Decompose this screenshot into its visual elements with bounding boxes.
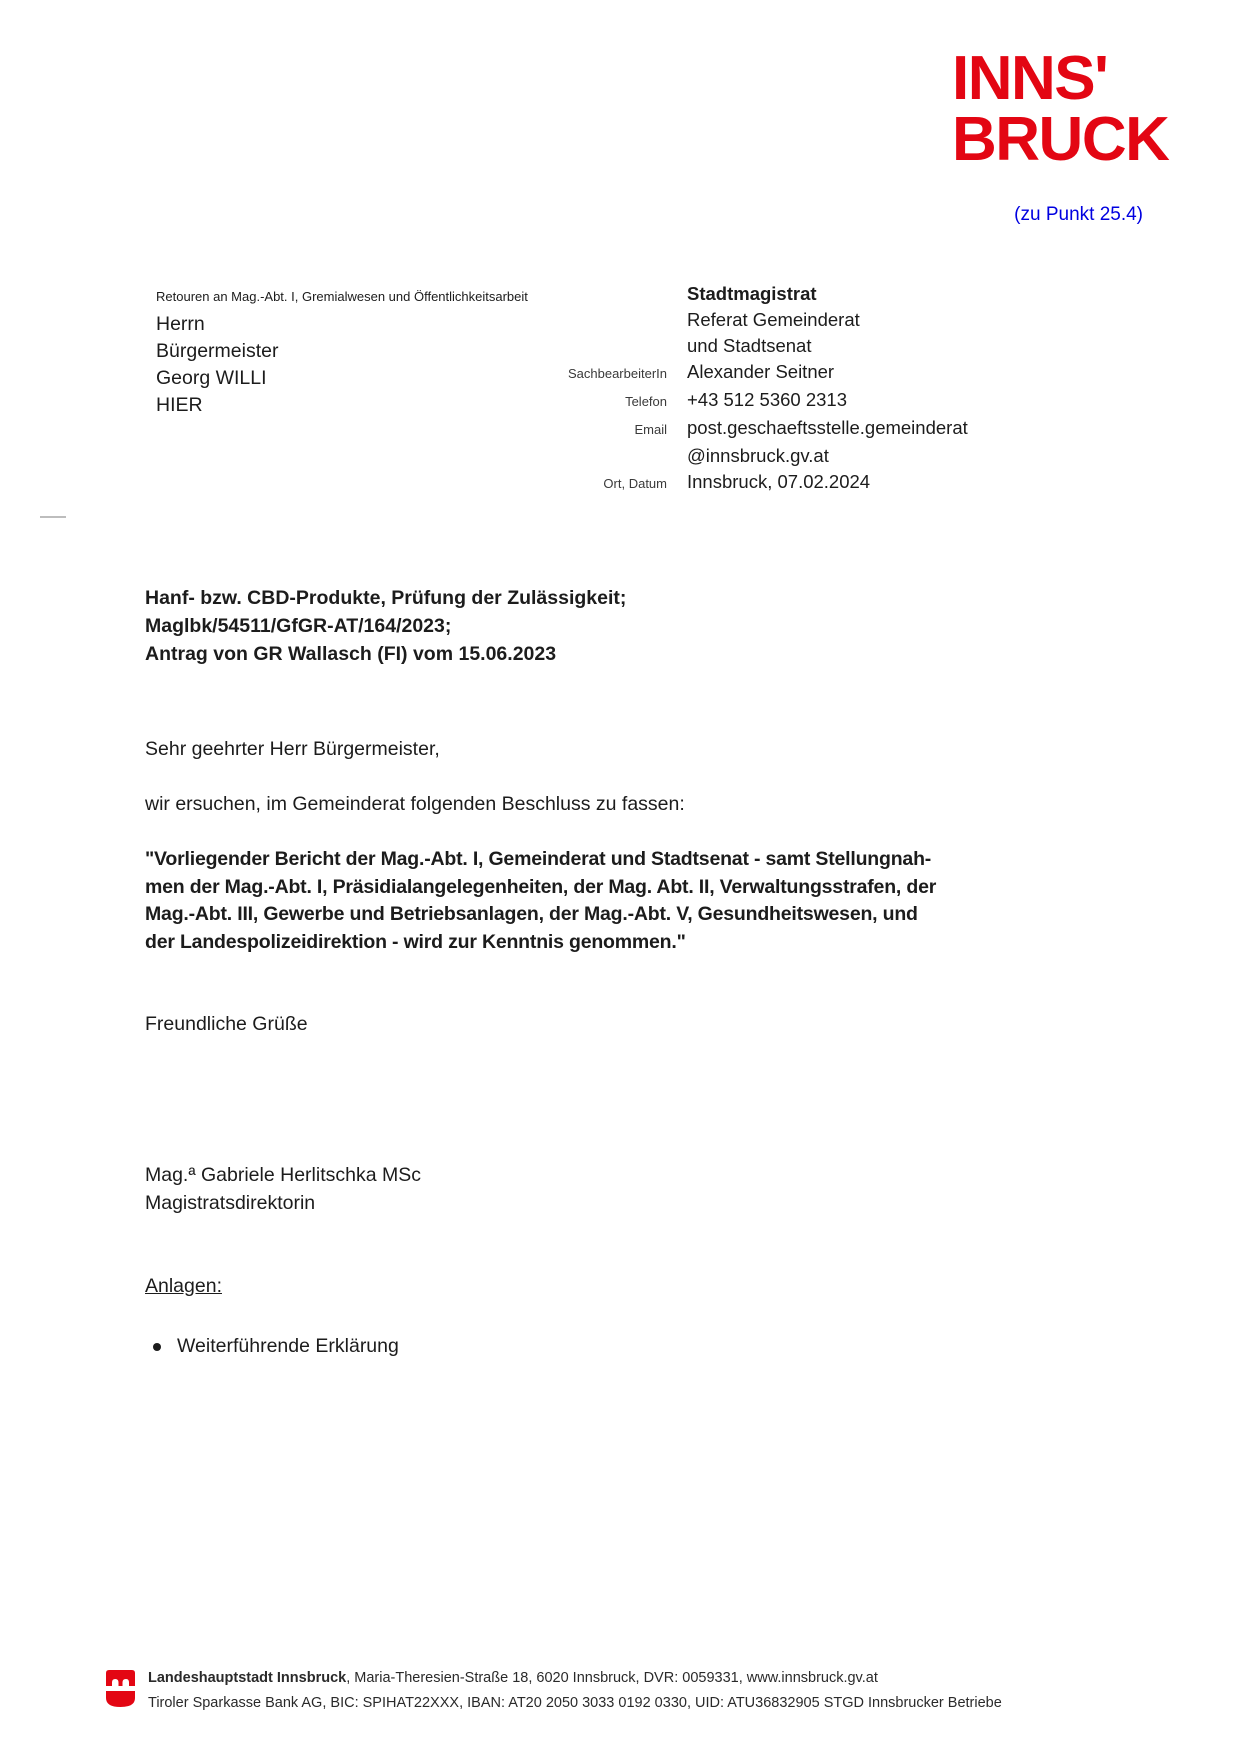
footer-address: , Maria-Theresien-Straße 18, 6020 Innsbruck, DVR: 0059331, www.innsbruck.gv.at	[346, 1670, 878, 1686]
contact-value-ort-datum: Innsbruck, 07.02.2024	[687, 471, 871, 492]
innsbruck-logo	[952, 44, 1169, 174]
sender-info-block	[430, 281, 968, 497]
contact-value-email-domain: @innsbruck.gv.at	[687, 445, 829, 466]
contact-label-sachbearbeiterin: SachbearbeiterIn	[567, 366, 667, 381]
footer	[106, 1666, 1002, 1716]
closing-text: Freundliche Grüße	[145, 1013, 308, 1035]
attachment-list-item	[153, 1335, 399, 1358]
subject-line-3: Antrag von GR Wallasch (FI) vom 15.06.2023	[145, 643, 557, 665]
recipient-line: Georg WILLI	[156, 367, 267, 389]
recipient-line: Herrn	[156, 313, 205, 335]
contact-label-email: Email	[634, 422, 667, 437]
contact-value-email: post.geschaeftsstelle.gemeinderat	[687, 417, 968, 438]
footer-line-2: Tiroler Sparkasse Bank AG, BIC: SPIHAT22XXX, IBAN: AT20 2050 3033 0192 0330, UID: ATU36832905 STGD Innsbrucker Betriebe	[148, 1695, 1002, 1711]
resolution-line-3: Mag.-Abt. III, Gewerbe und Betriebsanlagen, der Mag.-Abt. V, Gesundheitswesen, und	[145, 903, 918, 925]
logo-line-1: INNS'	[952, 44, 1108, 113]
signature-block	[145, 1161, 421, 1217]
subject-line-1: Hanf- bzw. CBD-Produkte, Prüfung der Zulässigkeit;	[145, 587, 627, 609]
resolution-line-2: men der Mag.-Abt. I, Präsidialangelegenheiten, der Mag. Abt. II, Verwaltungsstrafen, der	[145, 875, 937, 898]
contact-value-telefon: +43 512 5360 2313	[687, 389, 847, 410]
signer-name: Mag.ª Gabriele Herlitschka MSc	[145, 1164, 421, 1186]
footer-line-1	[148, 1666, 1002, 1691]
contact-label-telefon: Telefon	[625, 394, 667, 409]
fold-mark	[40, 516, 66, 518]
logo-line-2: BRUCK	[952, 105, 1169, 174]
recipient-line: HIER	[156, 394, 203, 416]
contact-label-ort-datum: Ort, Datum	[603, 476, 667, 491]
subject-line-2: Maglbk/54511/GfGR-AT/164/2023;	[145, 615, 452, 637]
subject-heading	[145, 584, 626, 668]
sender-unit-line-1: Referat Gemeinderat	[687, 309, 860, 330]
sender-department: Stadtmagistrat	[687, 283, 817, 304]
bullet-icon	[153, 1343, 161, 1351]
request-text: wir ersuchen, im Gemeinderat folgenden Beschluss zu fassen:	[145, 793, 685, 815]
footer-city-name: Landeshauptstadt Innsbruck	[148, 1670, 347, 1686]
resolution-line-4: der Landespolizeidirektion - wird zur Kenntnis genommen."	[145, 930, 686, 953]
resolution-line-1: "Vorliegender Bericht der Mag.-Abt. I, Gemeinderat und Stadtsenat - samt Stellungnah-	[145, 848, 932, 870]
return-address-note: Retouren an Mag.-Abt. I, Gremialwesen und Öffentlichkeitsarbeit	[156, 289, 528, 304]
salutation-text: Sehr geehrter Herr Bürgermeister,	[145, 738, 440, 760]
signer-title: Magistratsdirektorin	[145, 1192, 316, 1214]
recipient-line: Bürgermeister	[156, 340, 279, 362]
innsbruck-crest-icon	[106, 1670, 135, 1715]
footer-text-block	[148, 1666, 1002, 1716]
sender-unit-line-2: und Stadtsenat	[687, 335, 812, 356]
contact-value-sachbearbeiterin: Alexander Seitner	[687, 361, 835, 382]
resolution-paragraph	[145, 846, 936, 956]
agenda-point-annotation: (zu Punkt 25.4)	[1014, 204, 1143, 225]
attachments-heading: Anlagen:	[145, 1275, 222, 1297]
attachment-item-label: Weiterführende Erklärung	[177, 1335, 399, 1357]
